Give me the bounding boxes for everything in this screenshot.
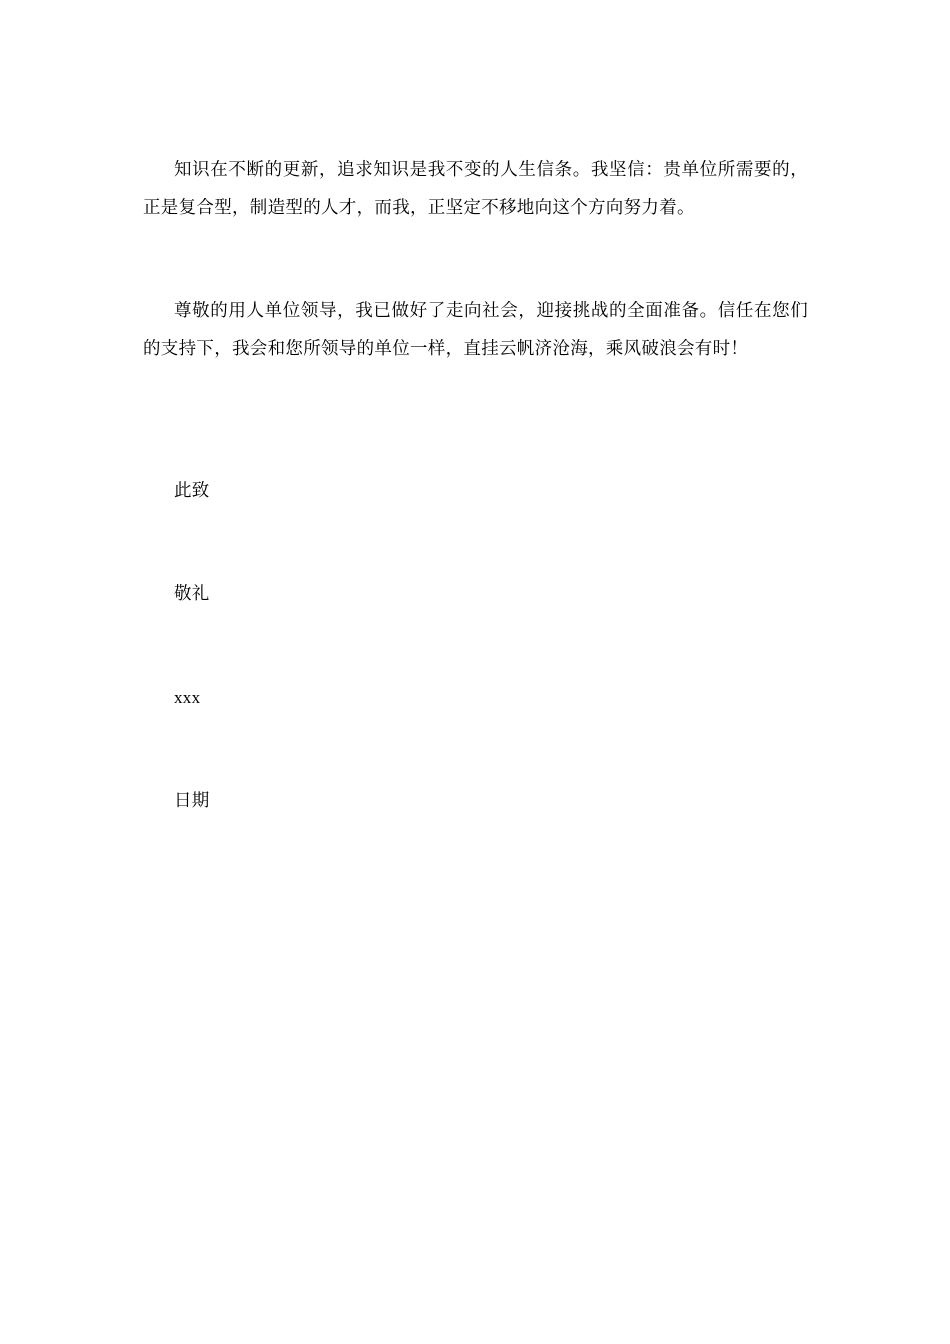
salutation: 敬礼	[174, 584, 210, 604]
body-paragraph-1: 知识在不断的更新，追求知识是我不变的人生信条。我坚信：贵单位所需要的，正是复合型，制造型的人才，而我，正坚定不移地向这个方向努力着。	[143, 160, 808, 218]
closing-phrase: 此致	[174, 481, 210, 501]
signature: xxx	[174, 688, 201, 707]
date-line: 日期	[174, 791, 210, 811]
body-paragraph-2: 尊敬的用人单位领导，我已做好了走向社会，迎接挑战的全面准备。信任在您们的支持下，我会和您所领导的单位一样，直挂云帆济沧海，乘风破浪会有时！	[143, 301, 808, 359]
